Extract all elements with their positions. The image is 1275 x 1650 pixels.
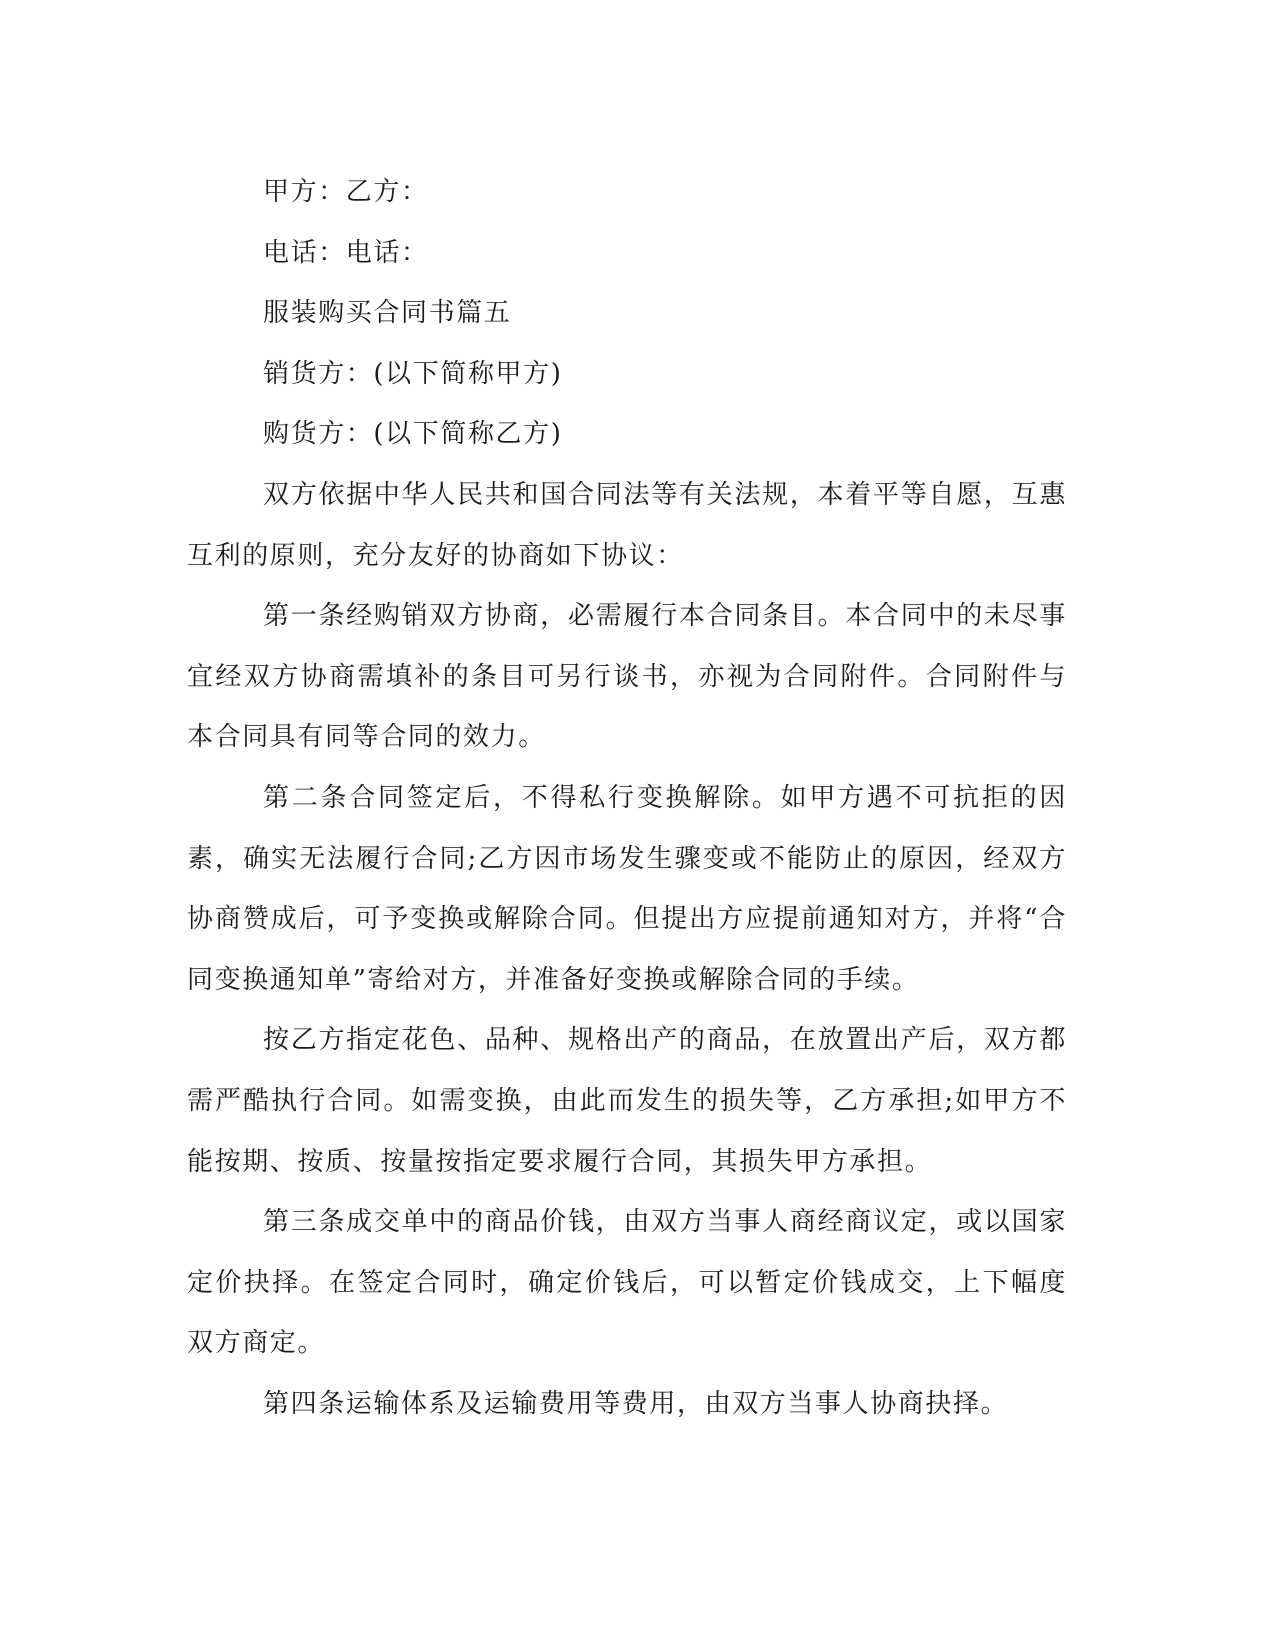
article-2-supplement-paragraph: 按乙方指定花色、品种、规格出产的商品，在放置出产后，双方都需严酷执行合同。如需变换，由此而发生的损失等，乙方承担;如甲方不能按期、按质、按量按指定要求履行合同，其损失甲方承担。: [187, 1025, 1067, 1177]
phone-line: 电话：电话：: [263, 237, 429, 268]
article-4-paragraph: 第四条运输体系及运输费用等费用，由双方当事人协商抉择。: [263, 1388, 1009, 1419]
preamble-paragraph: 双方依据中华人民共和国合同法等有关法规，本着平等自愿，互惠互利的原则，充分友好的协商如下协议：: [187, 479, 1067, 571]
section-title: 服装购买合同书篇五: [263, 298, 512, 329]
seller-line: 销货方：(以下简称甲方): [263, 358, 563, 389]
article-1-paragraph: 第一条经购销双方协商，必需履行本合同条目。本合同中的未尽事宜经双方协商需填补的条目可另行谈书，亦视为合同附件。合同附件与本合同具有同等合同的效力。: [187, 601, 1067, 753]
article-2-paragraph: 第二条合同签定后，不得私行变换解除。如甲方遇不可抗拒的因素，确实无法履行合同;乙方因市场发生骤变或不能防止的原因，经双方协商赞成后，可予变换或解除合同。但提出方应提前通知对方，并将“合同变换通知单”寄给对方，并准备好变换或解除合同的手续。: [187, 782, 1067, 995]
buyer-line: 购货方：(以下简称乙方): [263, 419, 563, 450]
document-body: [187, 162, 1067, 1434]
article-3-paragraph: 第三条成交单中的商品价钱，由双方当事人商经商议定，或以国家定价抉择。在签定合同时，确定价钱后，可以暂定价钱成交，上下幅度双方商定。: [187, 1207, 1067, 1359]
party-line: 甲方：乙方：: [263, 177, 429, 207]
